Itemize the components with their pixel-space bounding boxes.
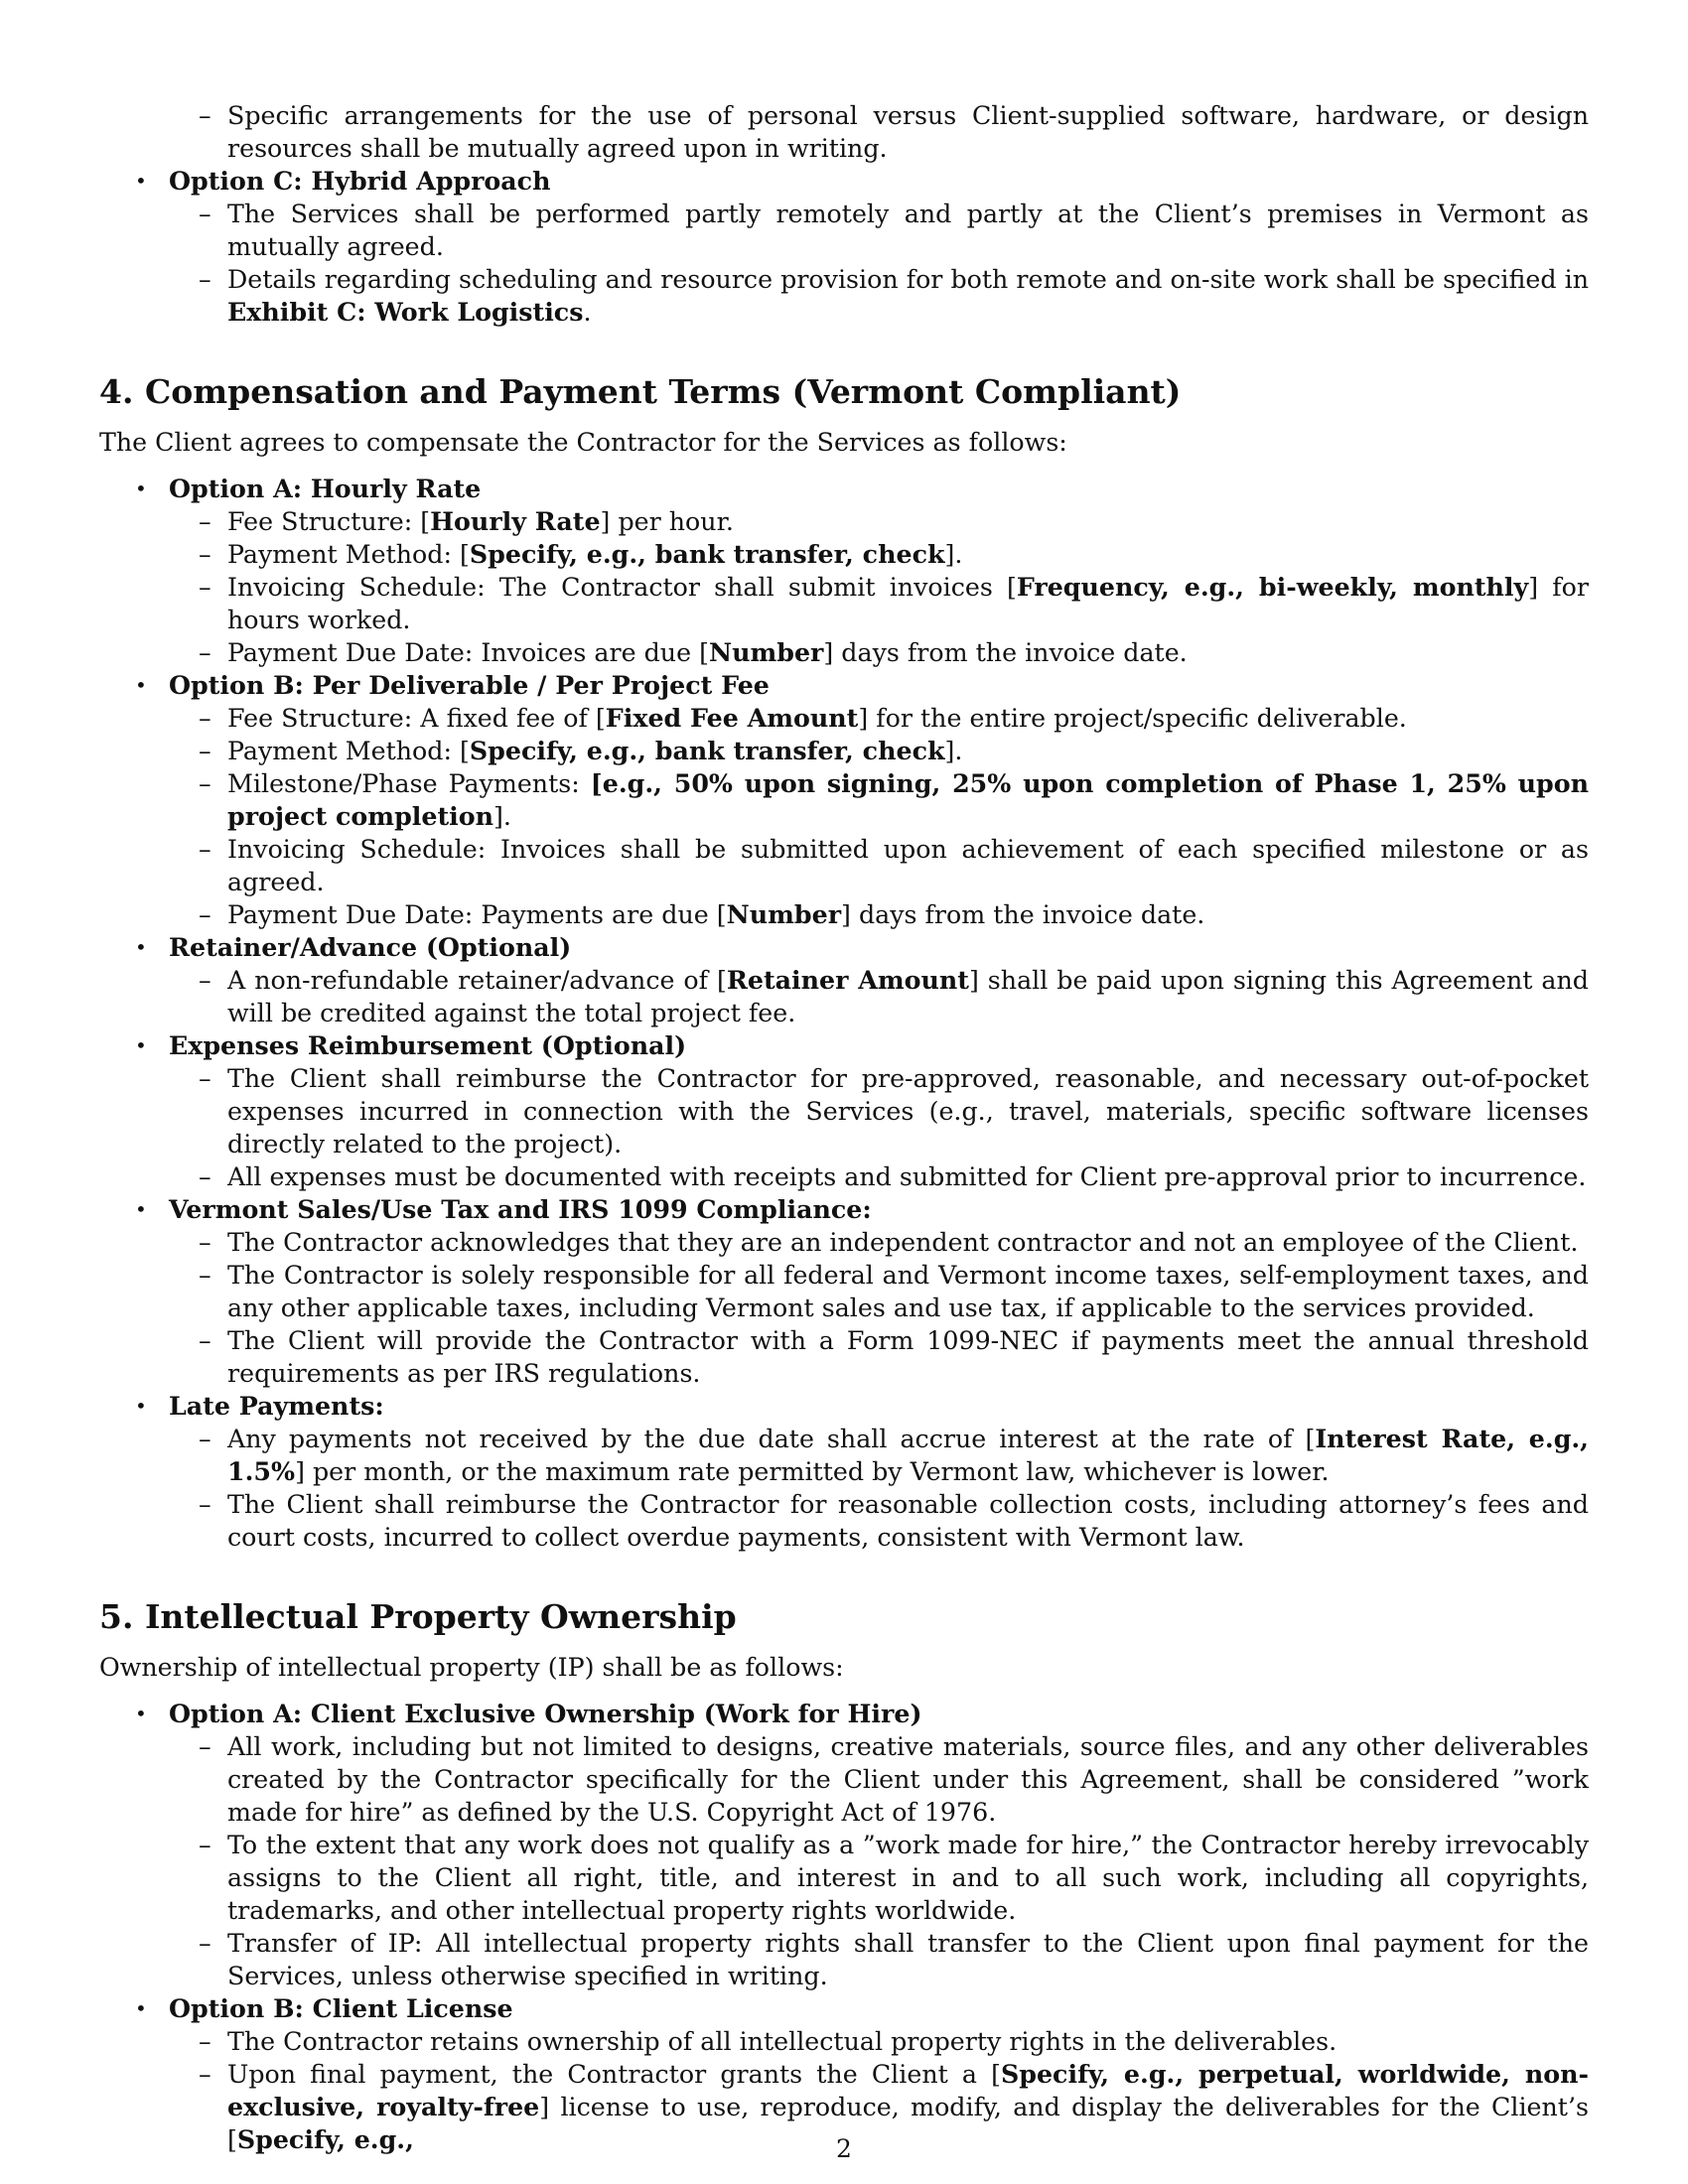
option-heading: Option A: Client Exclusive Ownership (Work for Hire) (169, 1699, 922, 1728)
list-item: – Specific arrangements for the use of personal versus Client-supplied software, hardware, or design resources shall be mutually agreed upon in writing. (199, 101, 1589, 163)
list-item: – Invoicing Schedule: The Contractor shall submit invoices [Frequency, e.g., bi-weekly, monthly] for hours worked. (199, 572, 1589, 634)
item-text: Payment Due Date: Payments are due [ (227, 900, 727, 929)
option-c-items (169, 198, 1589, 329)
list-item: – Details regarding scheduling and resource provision for both remote and on-site work shall be specified in Exhibit C: Work Logistics. (199, 265, 1589, 327)
option-heading: Option A: Hourly Rate (169, 474, 482, 503)
bullet-icon: • (135, 169, 147, 193)
list-item: – All work, including but not limited to designs, creative materials, source files, and any other deliverables created by the Contractor specifically for the Client under this Agreement, shall be considered ”work made for hire” as defined by the U.S. Copyright Act of 1976. (199, 1732, 1589, 1827)
item-bold: Retainer Amount (726, 965, 969, 995)
option-a (99, 473, 1589, 669)
page-content (99, 99, 1589, 2156)
option-a (99, 1698, 1589, 1992)
page-number: 2 (836, 2134, 852, 2163)
item-text: ] license to use, reproduce, modify, and display the deliverables for the Client’s [ (227, 2093, 1589, 2154)
option-retainer (99, 931, 1589, 1029)
section-3-options (99, 99, 1589, 329)
item-text: All work, including but not limited to designs, creative materials, source files, and any other deliverables created by the Contractor specifically for the Client under this Agreement, shall be considered ”work made for hire” as defined by the U.S. Copyright Act of 1976. (227, 1732, 1589, 1827)
tax-items (169, 1226, 1589, 1390)
option-heading: Vermont Sales/Use Tax and IRS 1099 Compliance: (169, 1194, 872, 1224)
item-text: Transfer of IP: All intellectual property rights shall transfer to the Client upon final payment for the Services, unless otherwise specified in writing. (227, 1929, 1589, 1990)
item-text: The Contractor retains ownership of all intellectual property rights in the deliverables. (227, 2027, 1337, 2056)
item-text: ]. (493, 802, 511, 831)
list-item: – The Services shall be performed partly remotely and partly at the Client’s premises in Vermont as mutually agreed. (199, 200, 1589, 261)
item-text: All expenses must be documented with receipts and submitted for Client pre-approval prior to incurrence. (227, 1162, 1587, 1191)
list-item: – All expenses must be documented with receipts and submitted for Client pre-approval prior to incurrence. (199, 1162, 1587, 1191)
item-text: ]. (944, 540, 963, 569)
item-text: A non-refundable retainer/advance of [ (227, 966, 727, 995)
option-heading: Expenses Reimbursement (Optional) (169, 1030, 687, 1060)
section-5-title: 5. Intellectual Property Ownership (99, 1597, 737, 1636)
item-text: The Contractor acknowledges that they are an independent contractor and not an employee of the Client. (227, 1228, 1579, 1257)
option-c (99, 165, 1589, 329)
item-bold: Exhibit C: Work Logistics (227, 297, 584, 327)
option-b-tail (99, 99, 1589, 165)
option-b (99, 1992, 1589, 2156)
item-text: The Client shall reimburse the Contractor for reasonable collection costs, including attorney’s fees and court costs, incurred to collect overdue payments, consistent with Vermont law. (227, 1490, 1589, 1552)
item-bold: Specify, e.g., perpetual, worldwide, non-exclusive, royalty-free (227, 2059, 1589, 2121)
retainer-items (169, 964, 1589, 1029)
list-item: – The Client shall reimburse the Contractor for pre-approved, reasonable, and necessary out-of-pocket expenses incurred in connection with the Services (e.g., travel, materials, specific software licenses directly related to the project). (199, 1064, 1589, 1159)
section-4-intro: The Client agrees to compensate the Contractor for the Services as follows: (99, 428, 1067, 457)
list-item: – The Contractor is solely responsible for all federal and Vermont income taxes, self-employment taxes, and any other applicable taxes, including Vermont sales and use tax, if applicable to the services provided. (199, 1261, 1589, 1322)
item-text: ] days from the invoice date. (823, 638, 1188, 667)
item-text: ] per hour. (600, 507, 734, 536)
expenses-items (169, 1062, 1589, 1193)
option-a-items (169, 1730, 1589, 1992)
option-heading: Retainer/Advance (Optional) (169, 932, 572, 962)
item-text: Payment Method: [ (227, 540, 470, 569)
list-item: – Any payments not received by the due date shall accrue interest at the rate of [Interest Rate, e.g., 1.5%] per month, or the maximum rate permitted by Vermont law, whichever is lower. (199, 1424, 1589, 1486)
section-4-title: 4. Compensation and Payment Terms (Vermont Compliant) (99, 372, 1182, 411)
item-text: ] days from the invoice date. (841, 900, 1205, 929)
item-text: The Client shall reimburse the Contractor for pre-approved, reasonable, and necessary out-of-pocket expenses incurred in connection with the Services (e.g., travel, materials, specific software licenses directly related to the project). (227, 1064, 1589, 1159)
list-item: – Payment Due Date: Payments are due [Number] days from the invoice date. (199, 899, 1205, 929)
item-bold: [e.g., 50% upon signing, 25% upon completion of Phase 1, 25% upon project completion (227, 768, 1589, 831)
item-text: Fee Structure: A fixed fee of [ (227, 704, 606, 733)
item-text: Invoicing Schedule: The Contractor shall submit invoices [ (227, 573, 1017, 602)
item-bold: Frequency, e.g., bi-weekly, monthly (1016, 572, 1529, 602)
list-item: – Fee Structure: [Hourly Rate] per hour. (199, 506, 734, 536)
list-item: – The Client shall reimburse the Contractor for reasonable collection costs, including attorney’s fees and court costs, incurred to collect overdue payments, consistent with Vermont law. (199, 1490, 1589, 1552)
option-late-payments (99, 1390, 1589, 1554)
item-text: Upon final payment, the Contractor grants the Client a [ (227, 2060, 1001, 2089)
item-text: ] for the entire project/specific deliverable. (858, 704, 1407, 733)
item-bold: Number (708, 637, 824, 667)
option-expenses (99, 1029, 1589, 1193)
item-bold: Hourly Rate (430, 506, 601, 536)
option-heading: Option B: Client License (169, 1993, 513, 2023)
section-4-options (99, 473, 1589, 1554)
bullet-icon: • (135, 477, 147, 500)
item-text: To the extent that any work does not qualify as a ”work made for hire,” the Contractor hereby irrevocably assigns to the Client all right, title, and interest in and to all such work, including all copyrights, trademarks, and other intellectual property rights worldwide. (227, 1831, 1589, 1925)
item-bold: Number (726, 899, 842, 929)
item-text: ] for hours worked. (227, 573, 1589, 634)
item-bold: Specify, e.g., (236, 2124, 414, 2154)
list-item: – Payment Method: [Specify, e.g., bank transfer, check]. (199, 736, 963, 765)
list-item: – To the extent that any work does not qualify as a ”work made for hire,” the Contractor hereby irrevocably assigns to the Client all right, title, and interest in and to all such work, including all copyrights, trademarks, and other intellectual property rights worldwide. (199, 1831, 1589, 1925)
item-text: The Services shall be performed partly remotely and partly at the Client’s premises in Vermont as mutually agreed. (227, 200, 1589, 261)
item-text: Invoicing Schedule: Invoices shall be submitted upon achievement of each specified milestone or as agreed. (227, 835, 1589, 896)
bullet-icon: • (135, 935, 147, 959)
item-text: Details regarding scheduling and resource provision for both remote and on-site work shall be specified in (227, 265, 1589, 294)
option-b-items (169, 702, 1589, 931)
item-bold: Specify, e.g., bank transfer, check (469, 539, 945, 569)
item-bold: Interest Rate, e.g., 1.5% (227, 1424, 1589, 1486)
list-item: – Fee Structure: A fixed fee of [Fixed Fee Amount] for the entire project/specific deliverable. (199, 703, 1407, 733)
list-item: – Transfer of IP: All intellectual property rights shall transfer to the Client upon final payment for the Services, unless otherwise specified in writing. (199, 1929, 1589, 1990)
list-item: – Upon final payment, the Contractor grants the Client a [Specify, e.g., perpetual, worldwide, non-exclusive, royalty-free] license to use, reproduce, modify, and display the deliverables for the Client’s [Specify, e.g., (199, 2059, 1589, 2154)
list-item: – Payment Method: [Specify, e.g., bank transfer, check]. (199, 539, 963, 569)
bullet-icon: • (135, 1033, 147, 1057)
option-a-items (169, 505, 1589, 669)
item-text: Milestone/Phase Payments: (227, 769, 591, 798)
item-text: Any payments not received by the due date shall accrue interest at the rate of [ (227, 1425, 1316, 1453)
list-item: – A non-refundable retainer/advance of [Retainer Amount] shall be paid upon signing this Agreement and will be credited against the total project fee. (199, 965, 1589, 1027)
item-text: . (583, 298, 592, 327)
bullet-icon: • (135, 1702, 147, 1725)
item-bold: Specify, e.g., bank transfer, check (469, 736, 945, 765)
item-text: Specific arrangements for the use of personal versus Client-supplied software, hardware, or design resources shall be mutually agreed upon in writing. (227, 101, 1589, 163)
item-text: Payment Method: [ (227, 737, 470, 765)
list-item: – The Contractor retains ownership of all intellectual property rights in the deliverables. (199, 2027, 1337, 2056)
option-heading: Option C: Hybrid Approach (169, 166, 551, 196)
item-text: Payment Due Date: Invoices are due [ (227, 638, 709, 667)
option-b-items (169, 99, 1589, 165)
bullet-icon: • (135, 673, 147, 697)
section-5-options (99, 1698, 1589, 2156)
list-item: – Milestone/Phase Payments: [e.g., 50% upon signing, 25% upon completion of Phase 1, 25% upon project completion]. (199, 768, 1589, 831)
item-text: The Client will provide the Contractor with a Form 1099-NEC if payments meet the annual threshold requirements as per IRS regulations. (227, 1326, 1589, 1388)
late-payment-items (169, 1423, 1589, 1554)
item-text: The Contractor is solely responsible for all federal and Vermont income taxes, self-employment taxes, and any other applicable taxes, including Vermont sales and use tax, if applicable to the services provided. (227, 1261, 1589, 1322)
list-item: – The Client will provide the Contractor with a Form 1099-NEC if payments meet the annual threshold requirements as per IRS regulations. (199, 1326, 1589, 1388)
option-heading: Option B: Per Deliverable / Per Project Fee (169, 670, 770, 700)
bullet-icon: • (135, 1996, 147, 2020)
item-text: ] shall be paid upon signing this Agreement and will be credited against the total project fee. (227, 966, 1589, 1027)
bullet-icon: • (135, 1197, 147, 1221)
option-b (99, 669, 1589, 931)
bullet-icon: • (135, 1394, 147, 1418)
item-bold: Fixed Fee Amount (605, 703, 859, 733)
item-text: ]. (944, 737, 963, 765)
list-item: – Payment Due Date: Invoices are due [Number] days from the invoice date. (199, 637, 1188, 667)
item-text: ] per month, or the maximum rate permitted by Vermont law, whichever is lower. (295, 1457, 1330, 1486)
list-item: – The Contractor acknowledges that they are an independent contractor and not an employee of the Client. (199, 1228, 1579, 1257)
option-tax (99, 1193, 1589, 1390)
item-text: Fee Structure: [ (227, 507, 431, 536)
option-heading: Late Payments: (169, 1391, 384, 1421)
section-5-intro: Ownership of intellectual property (IP) shall be as follows: (99, 1653, 844, 1682)
list-item: – Invoicing Schedule: Invoices shall be submitted upon achievement of each specified milestone or as agreed. (199, 835, 1589, 896)
